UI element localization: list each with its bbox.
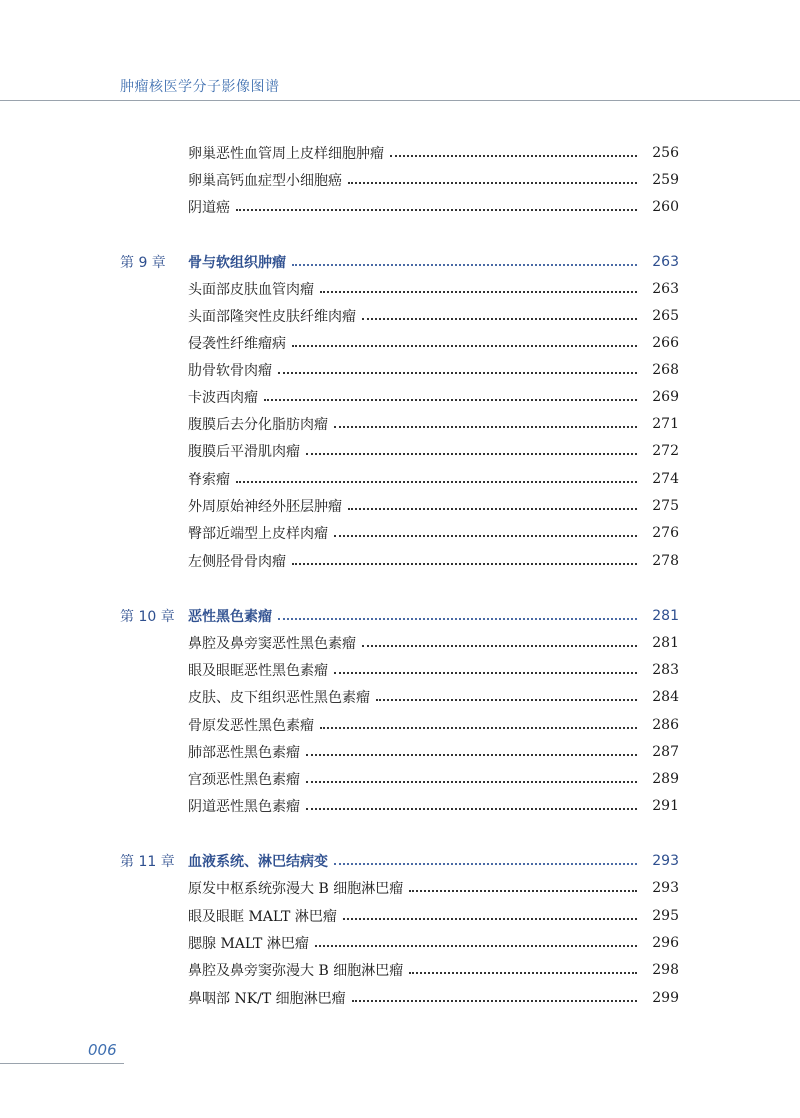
toc-entry-row [0, 495, 800, 517]
entry-title: 臀部近端型上皮样肉瘤 [188, 526, 328, 542]
entry-title: 侵袭性纤维瘤病 [188, 336, 286, 352]
dot-leader [376, 698, 637, 701]
chapter-title: 骨与软组织肿瘤 [188, 255, 286, 271]
toc-page-number: 291 [652, 798, 679, 814]
toc-page-number: 293 [652, 853, 679, 869]
chapter-number: 第 10 章 [120, 609, 175, 625]
dot-leader [264, 398, 637, 401]
dot-leader [362, 317, 637, 320]
entry-title: 肋骨软骨肉瘤 [188, 363, 272, 379]
entry-title: 腮腺 MALT 淋巴瘤 [188, 936, 309, 952]
toc-page-number: 269 [652, 389, 679, 405]
entry-title: 肺部恶性黑色素瘤 [188, 745, 300, 761]
toc-page-number: 271 [652, 416, 679, 432]
toc-chapter-row [0, 251, 800, 273]
toc-page-number: 276 [652, 525, 679, 541]
toc-entry-row [0, 741, 800, 763]
toc-page-number: 263 [652, 254, 679, 270]
chapter-number: 第 11 章 [120, 854, 175, 870]
entry-title: 阴道癌 [188, 200, 230, 216]
toc-entry-row [0, 359, 800, 381]
toc-entry-row [0, 932, 800, 954]
entry-title: 阴道恶性黑色素瘤 [188, 799, 300, 815]
toc-page-number: 256 [652, 145, 679, 161]
toc-page-number: 263 [652, 281, 679, 297]
toc-page-number: 284 [652, 689, 679, 705]
dot-leader [352, 999, 637, 1002]
toc-page-number: 281 [652, 635, 679, 651]
toc-entry-row [0, 714, 800, 736]
dot-leader [334, 534, 637, 537]
dot-leader [292, 562, 637, 565]
dot-leader [306, 807, 637, 810]
entry-title: 宫颈恶性黑色素瘤 [188, 772, 300, 788]
toc-page-number: 274 [652, 471, 679, 487]
page-number: 006 [88, 1041, 117, 1059]
entry-title: 卵巢恶性血管周上皮样细胞肿瘤 [188, 146, 384, 162]
toc-chapter-row [0, 850, 800, 872]
toc-chapter-row [0, 605, 800, 627]
toc-entry-row [0, 413, 800, 435]
toc-entry-row [0, 332, 800, 354]
dot-leader [334, 425, 637, 428]
toc-entry-row [0, 440, 800, 462]
toc-page-number: 289 [652, 771, 679, 787]
dot-leader [409, 971, 637, 974]
toc-entry-row [0, 142, 800, 164]
entry-title: 头面部隆突性皮肤纤维肉瘤 [188, 309, 356, 325]
entry-title: 眼及眼眶 MALT 淋巴瘤 [188, 909, 337, 925]
entry-title: 鼻腔及鼻旁窦弥漫大 B 细胞淋巴瘤 [188, 963, 404, 979]
header-rule [0, 100, 800, 101]
toc-page-number: 275 [652, 498, 679, 514]
entry-title: 左侧胫骨骨肉瘤 [188, 554, 286, 570]
toc-entry-row [0, 468, 800, 490]
entry-title: 外周原始神经外胚层肿瘤 [188, 499, 342, 515]
toc-entry-row [0, 196, 800, 218]
chapter-number: 第 9 章 [120, 255, 166, 271]
entry-title: 脊索瘤 [188, 472, 230, 488]
toc-page-number: 299 [652, 990, 679, 1006]
toc-entry-row [0, 632, 800, 654]
entry-title: 腹膜后去分化脂肪肉瘤 [188, 417, 328, 433]
toc-entry-row [0, 768, 800, 790]
entry-title: 卡波西肉瘤 [188, 390, 258, 406]
toc-page-number: 286 [652, 717, 679, 733]
dot-leader [292, 263, 637, 266]
dot-leader [348, 181, 637, 184]
toc-entry-row [0, 877, 800, 899]
dot-leader [306, 452, 637, 455]
toc-entry-row [0, 522, 800, 544]
toc-page-number: 278 [652, 553, 679, 569]
running-title: 肿瘤核医学分子影像图谱 [120, 79, 280, 95]
dot-leader [315, 944, 637, 947]
entry-title: 卵巢高钙血症型小细胞癌 [188, 173, 342, 189]
toc-page-number: 266 [652, 335, 679, 351]
entry-title: 骨原发恶性黑色素瘤 [188, 718, 314, 734]
dot-leader [306, 780, 637, 783]
dot-leader [334, 671, 637, 674]
dot-leader [362, 644, 637, 647]
toc-page-number: 265 [652, 308, 679, 324]
entry-title: 鼻腔及鼻旁窦恶性黑色素瘤 [188, 636, 356, 652]
toc-page-number: 295 [652, 908, 679, 924]
dot-leader [320, 726, 637, 729]
toc-entry-row [0, 169, 800, 191]
dot-leader [278, 617, 637, 620]
toc-entry-row [0, 659, 800, 681]
dot-leader [306, 753, 637, 756]
chapter-title: 血液系统、淋巴结病变 [188, 854, 328, 870]
toc-entry-row [0, 686, 800, 708]
toc-page-number: 268 [652, 362, 679, 378]
toc-entry-row [0, 795, 800, 817]
toc-page-number: 272 [652, 443, 679, 459]
footer-rule [0, 1063, 124, 1064]
toc-entry-row [0, 550, 800, 572]
dot-leader [348, 507, 637, 510]
entry-title: 头面部皮肤血管肉瘤 [188, 282, 314, 298]
entry-title: 皮肤、皮下组织恶性黑色素瘤 [188, 690, 370, 706]
toc-page-number: 296 [652, 935, 679, 951]
entry-title: 眼及眼眶恶性黑色素瘤 [188, 663, 328, 679]
toc-entry-row [0, 386, 800, 408]
entry-title: 鼻咽部 NK/T 细胞淋巴瘤 [188, 991, 346, 1007]
dot-leader [278, 371, 637, 374]
entry-title: 腹膜后平滑肌肉瘤 [188, 444, 300, 460]
toc-page-number: 281 [652, 608, 679, 624]
toc-entry-row [0, 905, 800, 927]
toc-page-number: 260 [652, 199, 679, 215]
dot-leader [320, 290, 637, 293]
toc-page-number: 287 [652, 744, 679, 760]
dot-leader [334, 862, 637, 865]
toc-page-number: 259 [652, 172, 679, 188]
toc-page-number: 293 [652, 880, 679, 896]
toc-entry-row [0, 278, 800, 300]
toc-entry-row [0, 959, 800, 981]
toc-entry-row [0, 305, 800, 327]
dot-leader [409, 889, 637, 892]
toc-entry-row [0, 987, 800, 1009]
dot-leader [343, 917, 637, 920]
dot-leader [292, 344, 637, 347]
toc-page-number: 298 [652, 962, 679, 978]
toc-page-number: 283 [652, 662, 679, 678]
dot-leader [390, 154, 637, 157]
dot-leader [236, 480, 637, 483]
entry-title: 原发中枢系统弥漫大 B 细胞淋巴瘤 [188, 881, 404, 897]
dot-leader [236, 208, 637, 211]
chapter-title: 恶性黑色素瘤 [188, 609, 272, 625]
